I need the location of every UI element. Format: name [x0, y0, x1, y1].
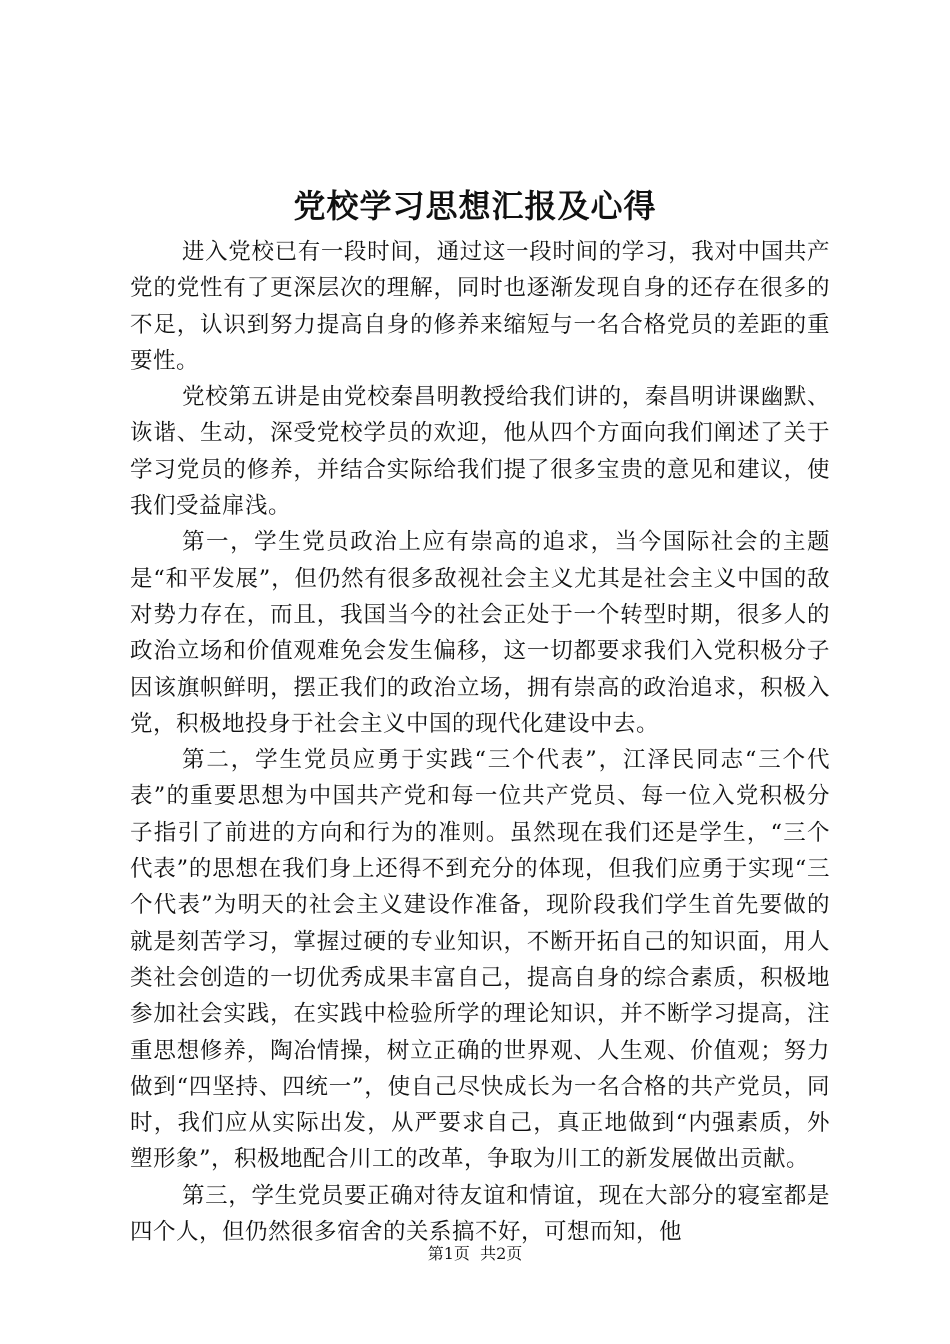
paragraph-second-point: 第二，学生党员应勇于实践“三个代表”，江泽民同志“三个代表”的重要思想为中国共产党和每一位共产党员、每一位入党积极分子指引了前进的方向和行为的准则。虽然现在我们还是学生，“三个代表”的思想在我们身上还得不到充分的体现，但我们应勇于实现“三个代表”为明天的社会主义建设作准备，现阶段我们学生首先要做的就是刻苦学习，掌握过硬的专业知识，不断开拓自己的知识面，用人类社会创造的一切优秀成果丰富自己，提高自身的综合素质，积极地参加社会实践，在实践中检验所学的理论知识，并不断学习提高，注重思想修养，陶冶情操，树立正确的世界观、人生观、价值观；努力做到“四坚持、四统一”，使自己尽快成长为一名合格的共产党员，同时，我们应从实际出发，从严要求自己，真正地做到“内强素质，外塑形象”，积极地配合川工的改革，争取为川工的新发展做出贡献。 — [130, 747, 830, 1173]
page-footer — [0, 1242, 950, 1266]
page-number-label: 第1页 共2页 — [427, 1244, 523, 1263]
paragraph-lecture: 党校第五讲是由党校秦昌明教授给我们讲的，秦昌明讲课幽默、诙谐、生动，深受党校学员的欢迎，他从四个方面向我们阐述了关于学习党员的修养，并结合实际给我们提了很多宝贵的意见和建议，使我们受益扉浅。 — [130, 384, 830, 520]
paragraph-first-point: 第一，学生党员政治上应有崇高的追求，当今国际社会的主题是“和平发展”，但仍然有很多敌视社会主义尤其是社会主义中国的敌对势力存在，而且，我国当今的社会正处于一个转型时期，很多人的政治立场和价值观难免会发生偏移，这一切都要求我们入党积极分子因该旗帜鲜明，摆正我们的政治立场，拥有崇高的政治追求，积极入党，积极地投身于社会主义中国的现代化建设中去。 — [130, 529, 830, 737]
paragraph-intro: 进入党校已有一段时间，通过这一段时间的学习，我对中国共产党的党性有了更深层次的理解，同时也逐渐发现自身的还存在很多的不足，认识到努力提高自身的修养来缩短与一名合格党员的差距的重要性。 — [130, 239, 830, 374]
document-title: 党校学习思想汇报及心得 — [293, 187, 657, 225]
document-body — [130, 234, 830, 1250]
paragraph-third-point: 第三，学生党员要正确对待友谊和情谊，现在大部分的寝室都是四个人，但仍然很多宿舍的关系搞不好，可想而知，他 — [130, 1182, 830, 1246]
